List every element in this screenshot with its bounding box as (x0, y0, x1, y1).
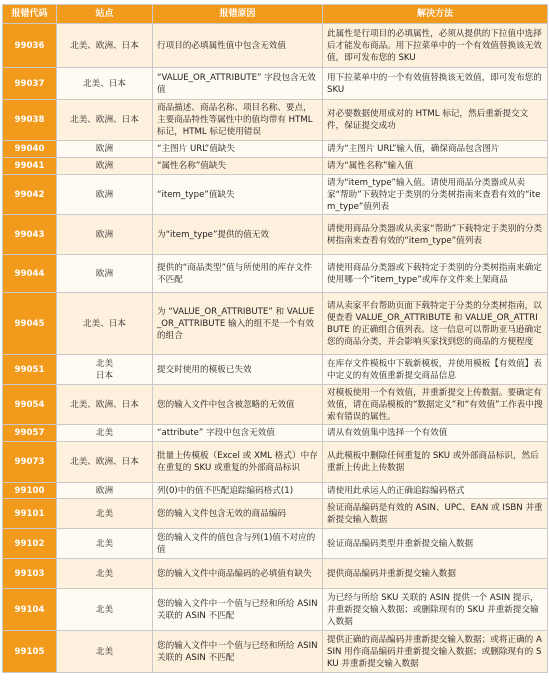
solution-cell: 验证商品编码是有效的 ASIN、UPC、EAN 或 ISBN 并重新提交输入数据 (323, 499, 548, 529)
table-row (3, 442, 548, 483)
site-cell: 北美、欧洲、日本 (57, 100, 153, 141)
solution-cell: 为已经与所给 SKU 关联的 ASIN 提供一个 ASIN 提示，并重新提交输入数据；或删除现有的 SKU 并重新提交输入数据 (323, 589, 548, 631)
table-row (3, 385, 548, 425)
solution-cell: 此属性是行项目的必填属性，必须从提供的下拉值中选择后才能发布商品。用下拉菜单中的一个有效值替换该无效值，即可发布您的 SKU (323, 24, 548, 68)
solution-cell: 用下拉菜单中的一个有效值替换该无效值，即可发布您的 SKU (323, 68, 548, 100)
solution-cell: 请为“item_type”输入值。请使用商品分类器或从卖家“帮助”下载特定于类别的分类树指南来查看有效的“item_type”值列表 (323, 175, 548, 215)
table-row (3, 293, 548, 355)
site-cell: 北美、日本 (57, 293, 153, 355)
site-cell: 北美、欧洲、日本 (57, 385, 153, 425)
reason-cell: 您的输入文件中一个值与已经和所给 ASIN 关联的 ASIN 不匹配 (153, 631, 323, 673)
table-row (3, 559, 548, 589)
site-cell: 欧洲 (57, 483, 153, 499)
header-reason: 报错原因 (153, 5, 323, 24)
solution-cell: 在库存文件模板中下载新模板，并使用模板【有效值】表中定义的有效值重新提交商品信息 (323, 355, 548, 385)
site-cell: 欧洲 (57, 158, 153, 175)
site-cell: 欧洲 (57, 255, 153, 293)
reason-cell: 列(0)中的值不匹配追踪编码格式(1) (153, 483, 323, 499)
error-code-cell: 99073 (3, 442, 57, 483)
header-site: 站点 (57, 5, 153, 24)
table-row (3, 425, 548, 442)
error-code-table-container (2, 4, 547, 673)
reason-cell: 您的输入文件中一个值与已经和所给 ASIN 关联的 ASIN 不匹配 (153, 589, 323, 631)
error-code-cell: 99103 (3, 559, 57, 589)
error-code-cell: 99036 (3, 24, 57, 68)
error-code-cell: 99054 (3, 385, 57, 425)
site-cell: 欧洲 (57, 215, 153, 255)
error-code-cell: 99101 (3, 499, 57, 529)
site-cell: 北美 日本 (57, 355, 153, 385)
reason-cell: 提供的“商品类型”值与所使用的库存文件不匹配 (153, 255, 323, 293)
solution-cell: 请从卖家平台帮助页面下载特定于分类的分类树指南，以便查看 VALUE_OR_ATTRIBUTE 和 VALUE_OR_ATTRIBUTE 的正确组合值列表。这一信息可以帮助亚马逊确定您的商品分类，并会影响买家找到您的商品的方便程度 (323, 293, 548, 355)
site-cell: 北美 (57, 499, 153, 529)
error-code-cell: 99057 (3, 425, 57, 442)
table-row (3, 631, 548, 673)
solution-cell: 提供正确的商品编码并重新提交输入数据；或将正确的 ASIN 用作商品编码并重新提交输入数据；或删除现有的 SKU 并重新提交输入数据 (323, 631, 548, 673)
site-cell: 北美、日本 (57, 68, 153, 100)
error-code-cell: 99043 (3, 215, 57, 255)
site-cell: 北美 (57, 529, 153, 559)
error-code-cell: 99051 (3, 355, 57, 385)
table-row (3, 24, 548, 68)
site-cell: 北美 (57, 559, 153, 589)
table-row (3, 100, 548, 141)
error-code-cell: 99044 (3, 255, 57, 293)
error-code-cell: 99105 (3, 631, 57, 673)
table-row (3, 499, 548, 529)
site-cell: 北美 (57, 589, 153, 631)
site-cell: 北美、欧洲、日本 (57, 24, 153, 68)
error-code-table (2, 4, 548, 673)
table-row (3, 529, 548, 559)
table-row (3, 255, 548, 293)
table-row (3, 158, 548, 175)
error-code-cell: 99042 (3, 175, 57, 215)
reason-cell: “item_type”值缺失 (153, 175, 323, 215)
reason-cell: 您的输入文件包含无效的商品编码 (153, 499, 323, 529)
error-code-cell: 99037 (3, 68, 57, 100)
solution-cell: 请为“属性名称”输入值 (323, 158, 548, 175)
reason-cell: 您的输入文件的值包含与列(1)值不对应的值 (153, 529, 323, 559)
error-code-cell: 99045 (3, 293, 57, 355)
table-row (3, 589, 548, 631)
table-row (3, 141, 548, 158)
error-code-cell: 99040 (3, 141, 57, 158)
header-solution: 解决方法 (323, 5, 548, 24)
error-code-cell: 99041 (3, 158, 57, 175)
reason-cell: 批量上传模板（Excel 或 XML 格式）中存在重复的 SKU 或重复的外部商品标识 (153, 442, 323, 483)
reason-cell: 提交时使用的模板已失效 (153, 355, 323, 385)
reason-cell: “VALUE_OR_ATTRIBUTE” 字段包含无效值 (153, 68, 323, 100)
header-code: 报错代码 (3, 5, 57, 24)
solution-cell: 请使用商品分类器或从卖家“帮助”下载特定于类别的分类树指南来查看有效的“item_type”值列表 (323, 215, 548, 255)
solution-cell: 请使用此承运人的正确追踪编码格式 (323, 483, 548, 499)
reason-cell: 您的输入文件中商品编码的必填值有缺失 (153, 559, 323, 589)
table-body (3, 24, 548, 673)
reason-cell: 为 “VALUE_OR_ATTRIBUTE” 和 VALUE_OR_ATTRIBUTE 输入的组不是一个有效的组合 (153, 293, 323, 355)
reason-cell: 为“item_type”提供的值无效 (153, 215, 323, 255)
error-code-cell: 99104 (3, 589, 57, 631)
reason-cell: 商品描述、商品名称、项目名称、要点，主要商品特性等属性中的值均带有 HTML 标记，HTML 标记使用错误 (153, 100, 323, 141)
solution-cell: 请从有效值集中选择一个有效值 (323, 425, 548, 442)
solution-cell: 请使用商品分类器或下载特定于类别的分类树指南来确定使用哪一个“item_type”或库存文件来上架商品 (323, 255, 548, 293)
solution-cell: 提供商品编码并重新提交输入数据 (323, 559, 548, 589)
site-cell: 北美、欧洲、日本 (57, 442, 153, 483)
site-cell: 欧洲 (57, 141, 153, 158)
error-code-cell: 99038 (3, 100, 57, 141)
table-row (3, 215, 548, 255)
error-code-cell: 99100 (3, 483, 57, 499)
site-cell: 北美 (57, 631, 153, 673)
reason-cell: 您的输入文件中包含被忽略的无效值 (153, 385, 323, 425)
reason-cell: “attribute” 字段中包含无效值 (153, 425, 323, 442)
solution-cell: 从此模板中删除任何重复的 SKU 或外部商品标识，然后重新上传此上传数据 (323, 442, 548, 483)
solution-cell: 请为“主图片 URL”输入值，确保商品包含图片 (323, 141, 548, 158)
site-cell: 欧洲 (57, 175, 153, 215)
table-header-row (3, 5, 548, 24)
site-cell: 北美 (57, 425, 153, 442)
table-row (3, 175, 548, 215)
solution-cell: 对模板使用一个有效值，并重新提交上传数据。要确定有效值，请在商品模板的“数据定义”和“有效值”工作表中搜索有错误的属性。 (323, 385, 548, 425)
table-row (3, 483, 548, 499)
solution-cell: 对必要数据使用成对的 HTML 标记，然后重新提交文件，保证提交成功 (323, 100, 548, 141)
error-code-cell: 99102 (3, 529, 57, 559)
reason-cell: 行项目的必填属性值中包含无效值 (153, 24, 323, 68)
solution-cell: 验证商品编码类型并重新提交输入数据 (323, 529, 548, 559)
table-row (3, 68, 548, 100)
table-row (3, 355, 548, 385)
reason-cell: “主图片 URL”值缺失 (153, 141, 323, 158)
reason-cell: “属性名称”值缺失 (153, 158, 323, 175)
